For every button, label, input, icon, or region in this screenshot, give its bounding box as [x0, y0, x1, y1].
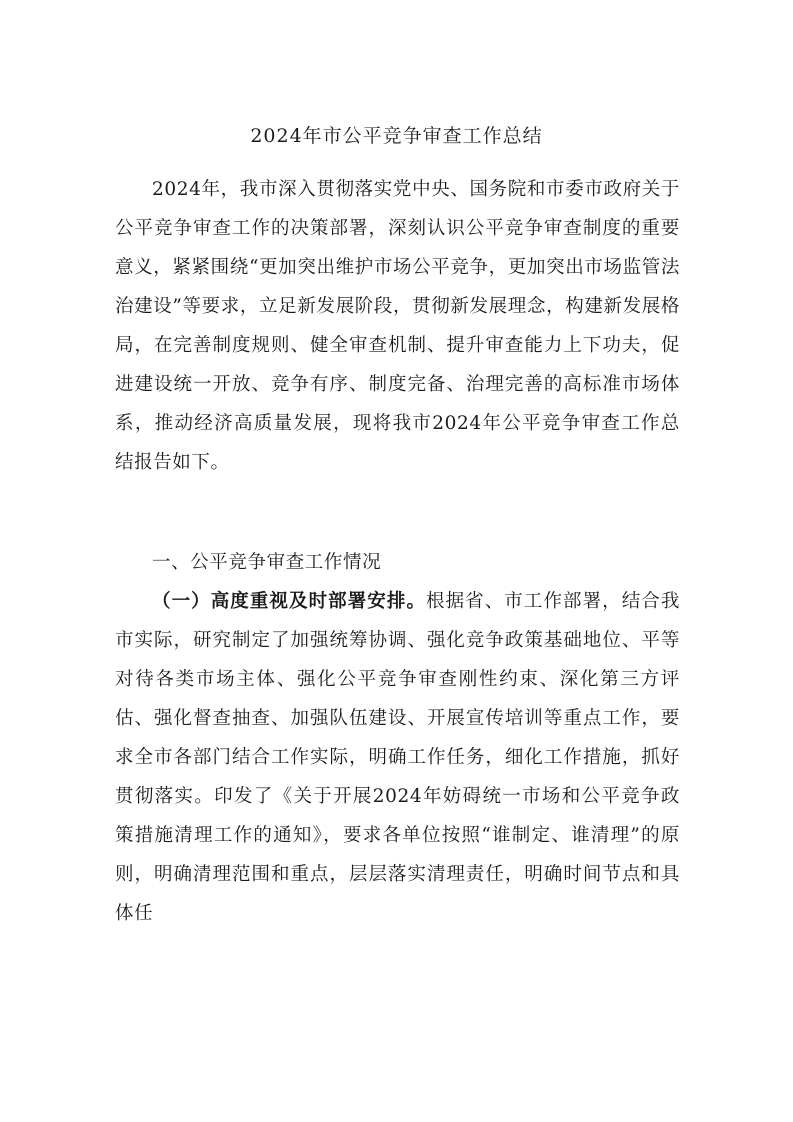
section-heading: 一、公平竞争审查工作情况 — [152, 552, 382, 573]
document-title: 2024年市公平竞争审查工作总结 — [250, 125, 543, 147]
subsection-lead: （一）高度重视及时部署安排。 — [152, 591, 427, 612]
subsection-text: 根据省、市工作部署，结合我市实际，研究制定了加强统筹协调、强化竞争政策基础地位、平等对待各类市场主体、强化公平竞争审查刚性约束、深化第三方评估、强化督查抽查、加强队伍建设、开展宣传培训等重点工作，要求全市各部门结合工作实际，明确工作任务，细化工作措施，抓好贯彻落实。印发了《关于开展2024年妨碍统一市场和公平竞争政策措施清理工作的通知》，要求各单位按照“谁制定、谁清理”的原则，明确清理范围和重点，层层落实清理责任，明确时间节点和具体任 — [115, 591, 680, 924]
intro-paragraph: 2024年，我市深入贯彻落实党中央、国务院和市委市政府关于公平竞争审查工作的决策部署，深刻认识公平竞争审查制度的重要意义，紧紧围绕“更加突出维护市场公平竞争，更加突出市场监管法治建设”等要求，立足新发展阶段，贯彻新发展理念，构建新发展格局，在完善制度规则、健全审查机制、提升审查能力上下功夫，促进建设统一开放、竞争有序、制度完备、治理完善的高标准市场体系，推动经济高质量发展，现将我市2024年公平竞争审查工作总结报告如下。 — [115, 179, 680, 473]
subsection-paragraph — [115, 582, 680, 933]
